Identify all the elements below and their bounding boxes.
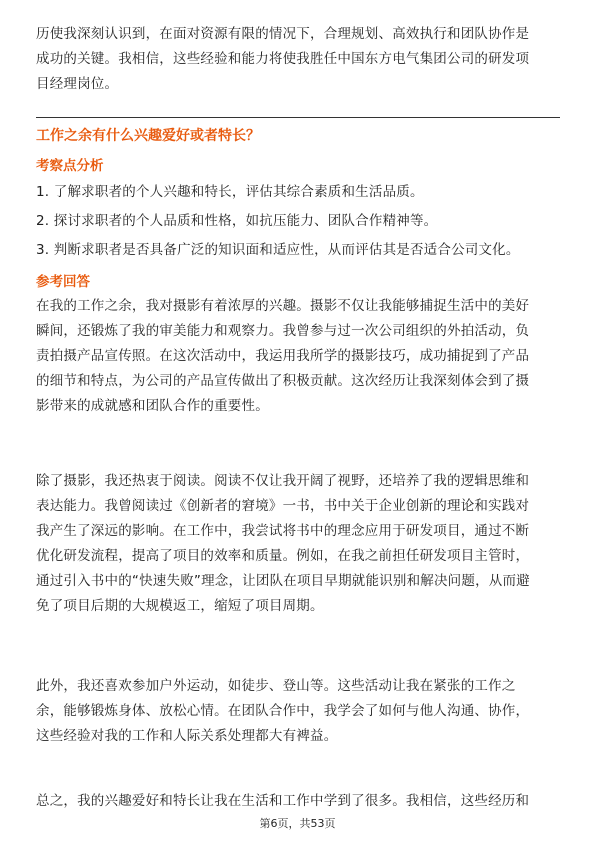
text-line: 优化研发流程，提高了项目的效率和质量。例如，在我之前担任研发项目主管时， (36, 548, 530, 564)
answer-paragraph-1 (36, 294, 560, 419)
analysis-item: 1. 了解求职者的个人兴趣和特长，评估其综合素质和生活品质。 (36, 184, 424, 200)
text-line: 影带来的成就感和团队合作的重要性。 (36, 398, 269, 414)
text-line: 余，能够锻炼身体、放松心情。在团队合作中，我学会了如何与他人沟通、协作， (36, 703, 530, 719)
text-line: 总之，我的兴趣爱好和特长让我在生活和工作中学到了很多。我相信，这些经历和 (36, 793, 530, 809)
analysis-heading: 考察点分析 (36, 158, 104, 174)
text-line: 责拍摄产品宣传照。在这次活动中，我运用我所学的摄影技巧，成功捕捉到了产品 (36, 348, 530, 364)
text-line: 我产生了深远的影响。在工作中，我尝试将书中的理念应用于研发项目，通过不断 (36, 523, 530, 539)
text-line: 瞬间，还锻炼了我的审美能力和观察力。我曾参与过一次公司组织的外拍活动，负 (36, 323, 530, 339)
intro-paragraph (36, 22, 560, 97)
text-line: 这些经验对我的工作和人际关系处理都大有裨益。 (36, 728, 338, 744)
text-line: 的细节和特点，为公司的产品宣传做出了积极贡献。这次经历让我深刻体会到了摄 (36, 373, 530, 389)
text-line: 除了摄影，我还热衷于阅读。阅读不仅让我开阔了视野，还培养了我的逻辑思维和 (36, 473, 530, 489)
text-line: 在我的工作之余，我对摄影有着浓厚的兴趣。摄影不仅让我能够捕捉生活中的美好 (36, 298, 530, 314)
answer-heading: 参考回答 (36, 274, 90, 290)
answer-paragraph-4 (36, 789, 560, 814)
analysis-item: 2. 探讨求职者的个人品质和性格，如抗压能力、团队合作精神等。 (36, 213, 438, 229)
analysis-item: 3. 判断求职者是否具备广泛的知识面和适应性，从而评估其是否适合公司文化。 (36, 242, 520, 258)
text-line: 历使我深刻认识到，在面对资源有限的情况下，合理规划、高效执行和团队协作是 (36, 26, 530, 42)
text-line: 此外，我还喜欢参加户外运动，如徒步、登山等。这些活动让我在紧张的工作之 (36, 678, 516, 694)
text-line: 免了项目后期的大规模返工，缩短了项目周期。 (36, 598, 324, 614)
page-number: 第6页，共53页 (259, 817, 336, 830)
text-line: 表达能力。我曾阅读过《创新者的窘境》一书，书中关于企业创新的理论和实践对 (36, 498, 530, 514)
answer-paragraph-3 (36, 674, 560, 749)
answer-paragraph-2 (36, 469, 560, 619)
text-line: 目经理岗位。 (36, 76, 119, 92)
text-line: 通过引入书中的“快速失败”理念，让团队在项目早期就能识别和解决问题，从而避 (36, 573, 530, 589)
section-divider (36, 117, 560, 118)
text-line: 成功的关键。我相信，这些经验和能力将使我胜任中国东方电气集团公司的研发项 (36, 51, 530, 67)
question-heading: 工作之余有什么兴趣爱好或者特长？ (36, 128, 260, 144)
